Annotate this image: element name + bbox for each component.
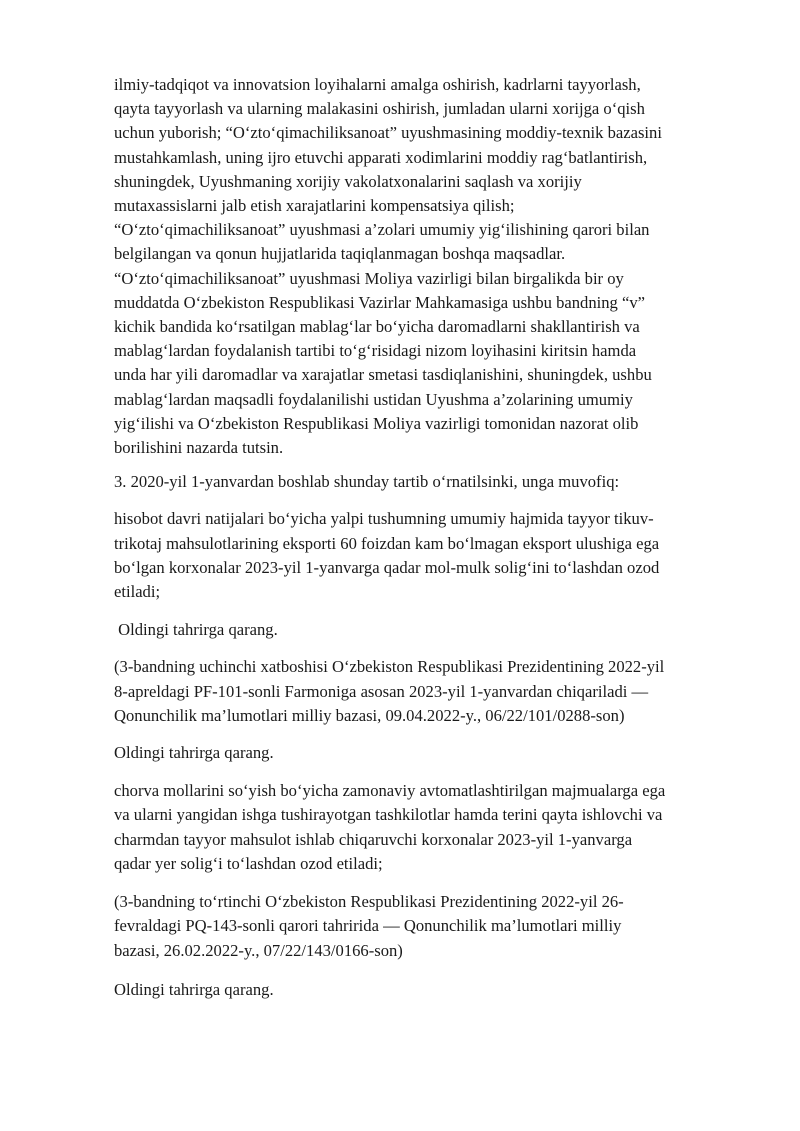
- text-line: unda har yili daromadlar va xarajatlar smetasi tasdiqlanishini, shuningdek, ushbu: [114, 365, 652, 385]
- text-line: Qonunchilik ma’lumotlari milliy bazasi, 09.04.2022-y., 06/22/101/0288-son): [114, 705, 625, 725]
- previous-edition-link-text[interactable]: Oldingi tahrirga qarang.: [114, 979, 274, 999]
- paragraph-land-tax-exemption: [114, 779, 754, 876]
- text-line: bo‘lgan korxonalar 2023-yil 1-yanvarga qadar mol-mulk solig‘ini to‘lashdan ozod: [114, 557, 660, 577]
- text-line: hisobot davri natijalari bo‘yicha yalpi tushumning umumiy hajmida tayyor tikuv-: [114, 509, 654, 529]
- text-line: qayta tayyorlash va ularning malakasini oshirish, jumladan ularni xorijga o‘qish: [114, 99, 645, 119]
- text-line: trikotaj mahsulotlarining eksporti 60 foizdan kam bo‘lmagan eksport ulushiga ega: [114, 533, 660, 553]
- text-line: kichik bandida ko‘rsatilgan mablag‘lar bo‘yicha daromadlarni shakllantirish va: [114, 317, 640, 337]
- paragraph-funding-purposes: [114, 73, 754, 460]
- text-line: mutaxassislarni jalb etish xarajatlarini kompensatsiya qilish;: [114, 196, 515, 216]
- text-line: “O‘zto‘qimachiliksanoat” uyushmasi Moliya vazirligi bilan birgalikda bir oy: [114, 268, 624, 288]
- text-line: mustahkamlash, uning ijro etuvchi apparati xodimlarini moddiy rag‘batlantirish,: [114, 147, 648, 167]
- text-line: 8-apreldagi PF-101-sonli Farmoniga asosan 2023-yil 1-yanvardan chiqariladi —: [114, 681, 649, 701]
- text-line: ilmiy-tadqiqot va innovatsion loyihalarni amalga oshirish, kadrlarni tayyorlash,: [114, 75, 641, 94]
- previous-edition-link[interactable]: [114, 741, 754, 765]
- text-line: muddatda O‘zbekiston Respublikasi Vazirlar Mahkamasiga ushbu bandning “v”: [114, 292, 646, 312]
- paragraph-amendment-note-1: [114, 655, 754, 728]
- text-line: borilishini nazarda tutsin.: [114, 438, 284, 458]
- text-line: “O‘zto‘qimachiliksanoat” uyushmasi a’zolari umumiy yig‘ilishining qarori bilan: [114, 220, 650, 240]
- text-line: qadar yer solig‘i to‘lashdan ozod etiladi;: [114, 853, 383, 873]
- text-line: mablag‘lardan maqsadli foydalanilishi ustidan Uyushma a’zolarining umumiy: [114, 389, 633, 409]
- text-line: chorva mollarini so‘yish bo‘yicha zamonaviy avtomatlashtirilgan majmualarga ega: [114, 781, 666, 801]
- previous-edition-link-text[interactable]: Oldingi tahrirga qarang.: [114, 743, 274, 763]
- paragraph-property-tax-exemption: [114, 507, 754, 604]
- text-line: bazasi, 26.02.2022-y., 07/22/143/0166-son): [114, 940, 403, 960]
- text-line: 3. 2020-yil 1-yanvardan boshlab shunday tartib o‘rnatilsinki, unga muvofiq:: [114, 472, 620, 492]
- text-line: charmdan tayyor mahsulot ishlab chiqaruvchi korxonalar 2023-yil 1-yanvarga: [114, 829, 633, 849]
- document-page: [114, 73, 754, 1002]
- previous-edition-link-text[interactable]: Oldingi tahrirga qarang.: [114, 620, 278, 640]
- text-line: yig‘ilishi va O‘zbekiston Respublikasi Moliya vazirligi tomonidan nazorat olib: [114, 413, 639, 433]
- text-line: shuningdek, Uyushmaning xorijiy vakolatxonalarini saqlash va xorijiy: [114, 171, 582, 191]
- paragraph-amendment-note-2: [114, 890, 754, 963]
- text-line: etiladi;: [114, 582, 161, 602]
- text-line: (3-bandning to‘rtinchi O‘zbekiston Respublikasi Prezidentining 2022-yil 26-: [114, 892, 624, 912]
- text-line: va ularni yangidan ishga tushirayotgan tashkilotlar hamda terini qayta ishlovchi va: [114, 805, 663, 825]
- text-line: uchun yuborish; “O‘zto‘qimachiliksanoat” uyushmasining moddiy-texnik bazasini: [114, 123, 662, 143]
- text-line: mablag‘lardan foydalanish tartibi to‘g‘risidagi nizom loyihasini kiritsin hamda: [114, 341, 637, 361]
- text-line: fevraldagi PQ-143-sonli qarori tahririda — Qonunchilik ma’lumotlari milliy: [114, 916, 622, 936]
- previous-edition-link[interactable]: [114, 618, 754, 642]
- text-line: (3-bandning uchinchi xatboshisi O‘zbekiston Respublikasi Prezidentining 2022-yil: [114, 657, 665, 677]
- text-line: belgilangan va qonun hujjatlarida taqiqlanmagan boshqa maqsadlar.: [114, 244, 566, 264]
- paragraph-clause-3-intro: [114, 470, 754, 494]
- previous-edition-link[interactable]: [114, 978, 754, 1002]
